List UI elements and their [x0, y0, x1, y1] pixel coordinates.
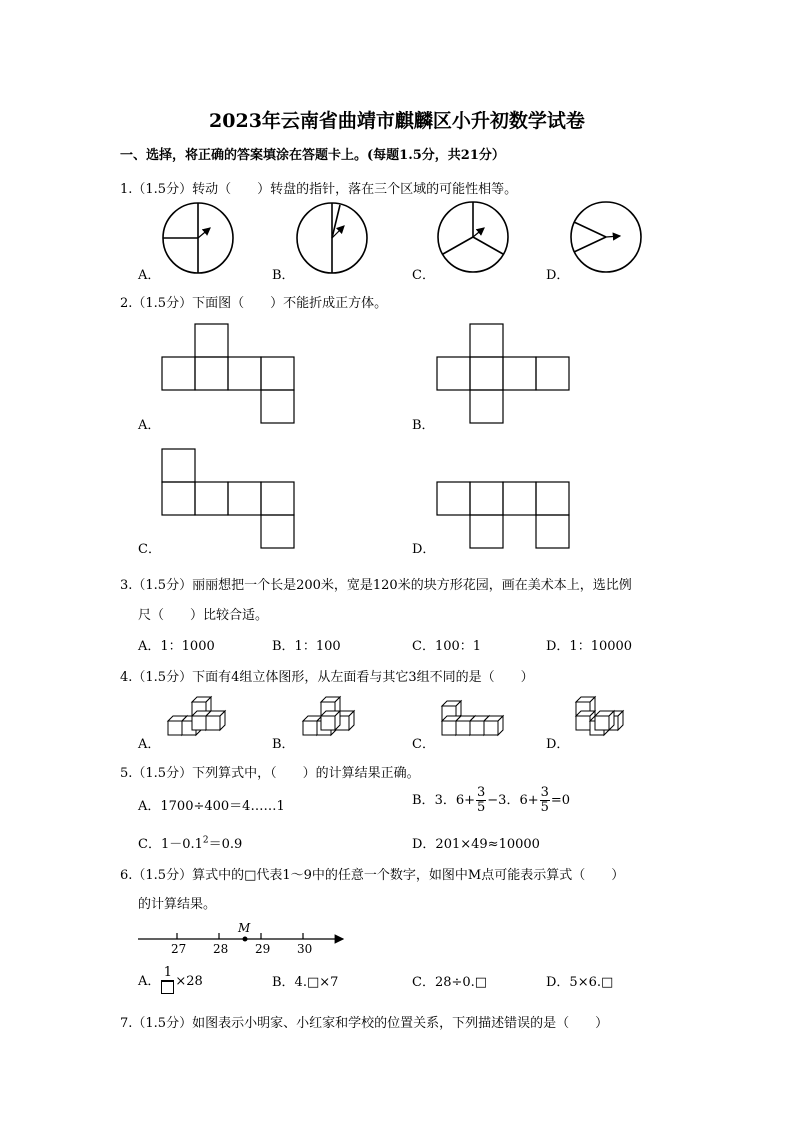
question-3-text-line2: 尺（ ）比较合适。 [138, 608, 269, 623]
question-6-text-line1: 6.（1.5分）算式中的□代表1～9中的任意一个数字，如图中M点可能表示算式（ ） [120, 868, 625, 883]
numerator: 1 [161, 966, 174, 981]
q4-option-c: C． [412, 737, 435, 752]
question-6-text-line2: 的计算结果。 [138, 897, 217, 912]
q5-option-b-part1: 3．6+ [434, 793, 475, 808]
q6-option-d: D．5×6.□ [546, 975, 614, 990]
numerator: 3 [477, 785, 486, 800]
q3-option-c: C．100：1 [412, 639, 482, 654]
point-m-label: M [238, 921, 251, 935]
q4-option-a: A． [138, 737, 161, 752]
tick-label-30: 30 [297, 942, 313, 956]
q1-option-c: C． [412, 268, 435, 283]
section-heading: 一、选择，将正确的答案填涂在答题卡上。(每题1.5分，共21分） [120, 148, 505, 163]
q4-option-d: D． [546, 737, 570, 752]
q6-option-a-suffix: ×28 [175, 974, 203, 989]
q5-option-b-part3: =0 [550, 793, 571, 808]
q6-option-a [138, 966, 203, 997]
q5-option-a: A．1700÷400＝4……1 [138, 799, 285, 814]
q1-option-a: A． [138, 268, 161, 283]
q6-option-a-prefix: A． [138, 974, 161, 989]
q6-option-b: B．4.□×7 [272, 975, 339, 990]
q3-option-a: A．1：1000 [138, 639, 215, 654]
q4-option-b: B． [272, 737, 295, 752]
q5-option-b-part2: −3．6+ [487, 793, 539, 808]
q5-option-c-suffix: ＝0.9 [208, 837, 243, 852]
q2-option-a: A． [138, 418, 161, 433]
tick-label-29: 29 [255, 942, 271, 956]
numerator: 3 [540, 785, 549, 800]
question-3-text-line1: 3.（1.5分）丽丽想把一个长是200米，宽是120米的块方形花园，画在美术本上，选比例 [120, 578, 632, 593]
q5-option-d: D．201×49≈10000 [412, 837, 540, 852]
question-2-text: 2.（1.5分）下面图（ ）不能折成正方体。 [120, 296, 388, 311]
blank-box [161, 981, 174, 994]
tick-label-28: 28 [213, 942, 229, 956]
fraction [161, 966, 174, 997]
q1-option-b: B． [272, 268, 295, 283]
q2-option-d: D． [412, 542, 436, 557]
page-title: 2023年云南省曲靖市麒麟区小升初数学试卷 [209, 110, 585, 132]
question-5-text: 5.（1.5分）下列算式中，（ ）的计算结果正确。 [120, 766, 420, 781]
q5-option-c-prefix: C．1－0.1 [138, 837, 203, 852]
q2-option-c: C． [138, 542, 161, 557]
q1-option-d: D． [546, 268, 570, 283]
denominator [161, 981, 174, 997]
tick-label-27: 27 [171, 942, 187, 956]
q2-option-b: B． [412, 418, 435, 433]
question-4-text: 4.（1.5分）下面有4组立体图形，从左面看与其它3组不同的是（ ） [120, 670, 534, 685]
exponent: 2 [202, 835, 209, 846]
denominator: 5 [477, 800, 486, 815]
q3-option-b: B．1：100 [272, 639, 341, 654]
point-m [243, 937, 248, 942]
question-1-text: 1.（1.5分）转动（ ）转盘的指针，落在三个区域的可能性相等。 [120, 182, 518, 197]
q5-option-b-prefix: B． [412, 793, 435, 808]
question-7-text: 7.（1.5分）如图表示小明家、小红家和学校的位置关系，下列描述错误的是（ ） [120, 1016, 609, 1031]
denominator: 5 [540, 800, 549, 815]
q6-option-c: C．28÷0.□ [412, 975, 488, 990]
q3-option-d: D．1：10000 [546, 639, 633, 654]
